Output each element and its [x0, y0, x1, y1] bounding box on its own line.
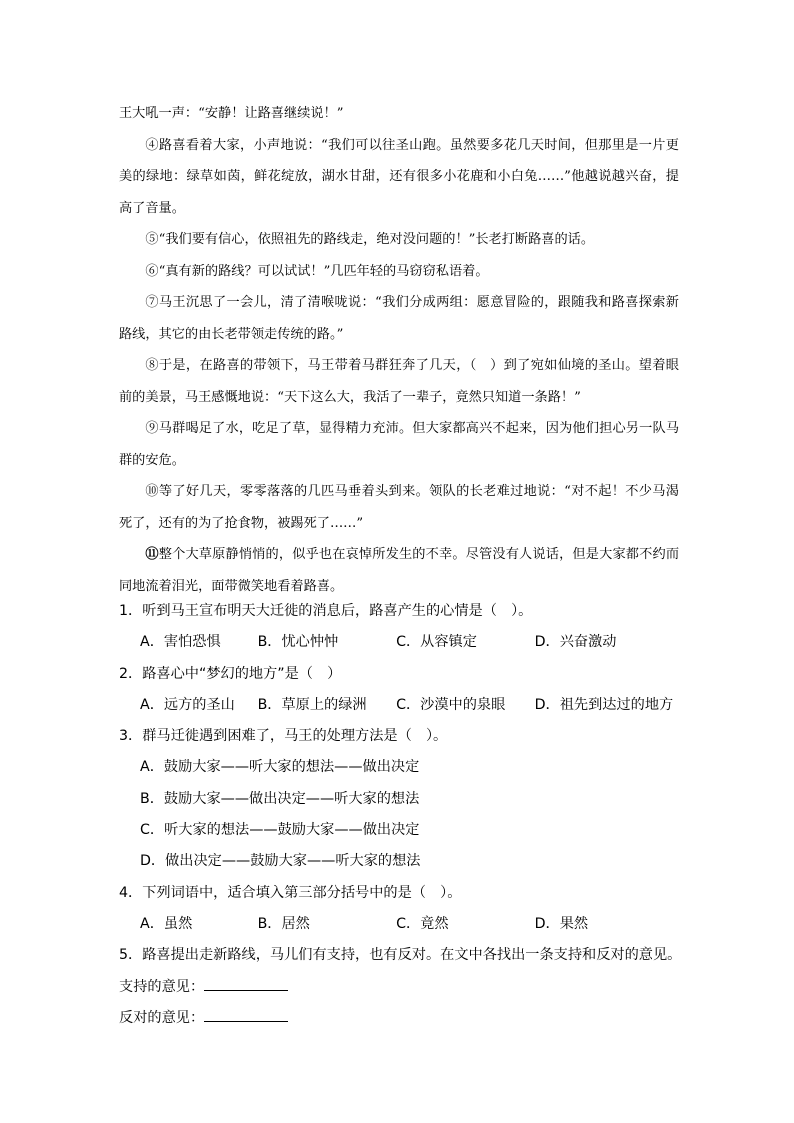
paragraph-number: ⑩: [145, 484, 159, 499]
answer-line: [119, 972, 694, 1003]
answer-line: [119, 1003, 694, 1034]
question-stem: 4．下列词语中，适合填入第三部分括号中的是（ ）。: [119, 884, 462, 901]
answer-option[interactable]: D．果然: [534, 915, 589, 932]
answer-option[interactable]: D．做出决定——鼓励大家——听大家的想法: [140, 853, 421, 870]
question-stem: 2．路喜心中“梦幻的地方”是（ ）: [119, 665, 342, 682]
paragraph-text: 王大吼一声：“安静！让路喜继续说！”: [119, 106, 344, 121]
answer-option[interactable]: B．鼓励大家——做出决定——听大家的想法: [140, 790, 420, 807]
passage-paragraph: [119, 130, 679, 225]
passage-paragraph: [119, 413, 679, 476]
paragraph-text: 整个大草原静悄悄的，似乎也在哀悼所发生的不幸。尽管没有人说话，但是大家都不约而同地流着泪光，面带微笑地看着路喜。: [119, 547, 680, 594]
paragraph-number: ④: [145, 137, 159, 153]
answer-option[interactable]: B．忧心忡忡: [257, 634, 339, 651]
answer-option[interactable]: C．听大家的想法——鼓励大家——做出决定: [140, 822, 420, 839]
paragraph-text: 于是，在路喜的带领下，马王带着马群狂奔了几天，（ ）到了宛如仙境的圣山。望着眼前的美景，马王感慨地说：“天下这么大，我活了一辈子，竟然只知道一条路！”: [119, 358, 679, 405]
passage-paragraph: [119, 287, 679, 350]
paragraph-number: ⑧: [145, 358, 159, 373]
paragraph-text: 马王沉思了一会儿，清了清喉咙说：“我们分成两组：愿意冒险的，跟随我和路喜探索新路线，其它的由长老带领走传统的路。”: [119, 295, 679, 342]
answer-label: 支持的意见：: [119, 978, 205, 995]
answer-options: [119, 752, 694, 877]
paragraph-text: “真有新的路线？可以试试！”几匹年轻的马窃窃私语着。: [158, 263, 489, 279]
paragraph-text: 路喜看着大家，小声地说：“我们可以往圣山跑。虽然要多花几天时间，但那里是一片更美的绿地：绿草如茵，鲜花绽放，湖水甘甜，还有很多小花鹿和小白兔……”他越说越兴奋，提高了音量。: [119, 137, 679, 216]
paragraph-number: ⑤: [145, 232, 159, 247]
paragraph-number: ⑪: [145, 547, 159, 562]
answer-blank[interactable]: [204, 976, 288, 991]
answer-option[interactable]: A．虽然: [140, 915, 193, 932]
answer-label: 反对的意见：: [119, 1009, 205, 1026]
paragraph-text: 等了好几天，零零落落的几匹马垂着头到来。领队的长老难过地说：“对不起！不少马渴死了，还有的为了抢食物，被踢死了……”: [119, 484, 679, 531]
passage-paragraph: [119, 98, 679, 130]
paragraph-text: 马群喝足了水，吃足了草，显得精力充沛。但大家都高兴不起来，因为他们担心另一队马群的安危。: [119, 421, 680, 468]
passage-paragraph: [119, 224, 679, 256]
answer-options: [119, 690, 694, 721]
answer-option[interactable]: C．竟然: [396, 915, 449, 932]
answer-options: [119, 909, 694, 940]
answer-blank[interactable]: [204, 1007, 288, 1022]
answer-option[interactable]: B．居然: [257, 915, 310, 932]
answer-option[interactable]: B．草原上的绿洲: [257, 696, 367, 713]
paragraph-number: ⑨: [145, 421, 159, 436]
question-stem: 3．群马迁徙遇到困难了，马王的处理方法是（ ）。: [119, 728, 448, 745]
answer-option[interactable]: D．祖先到达过的地方: [534, 696, 674, 713]
paragraph-number: ⑦: [145, 295, 159, 310]
answer-option[interactable]: D．兴奋激动: [534, 634, 617, 651]
passage-paragraph: [119, 256, 679, 288]
answer-option[interactable]: A．鼓励大家——听大家的想法——做出决定: [140, 759, 420, 776]
answer-option[interactable]: C．从容镇定: [396, 634, 477, 651]
answer-option[interactable]: C．沙漠中的泉眼: [396, 696, 506, 713]
answer-option[interactable]: A．害怕恐惧: [140, 634, 221, 651]
question-section: [119, 596, 694, 1034]
passage-paragraph: [119, 476, 679, 539]
question-stem: 5．路喜提出走新路线，马儿们有支持，也有反对。在文中各找出一条支持和反对的意见。: [119, 947, 682, 964]
answer-options: [119, 627, 694, 658]
answer-option[interactable]: A．远方的圣山: [140, 696, 235, 713]
paragraph-text: “我们要有信心，依照祖先的路线走，绝对没问题的！”长老打断路喜的话。: [158, 232, 595, 247]
paragraph-number: ⑥: [145, 263, 159, 279]
passage-paragraph: [119, 539, 679, 602]
reading-passage: [119, 98, 679, 602]
passage-paragraph: [119, 350, 679, 413]
question-stem: 1．听到马王宣布明天大迁徙的消息后，路喜产生的心情是（ ）。: [119, 603, 533, 619]
